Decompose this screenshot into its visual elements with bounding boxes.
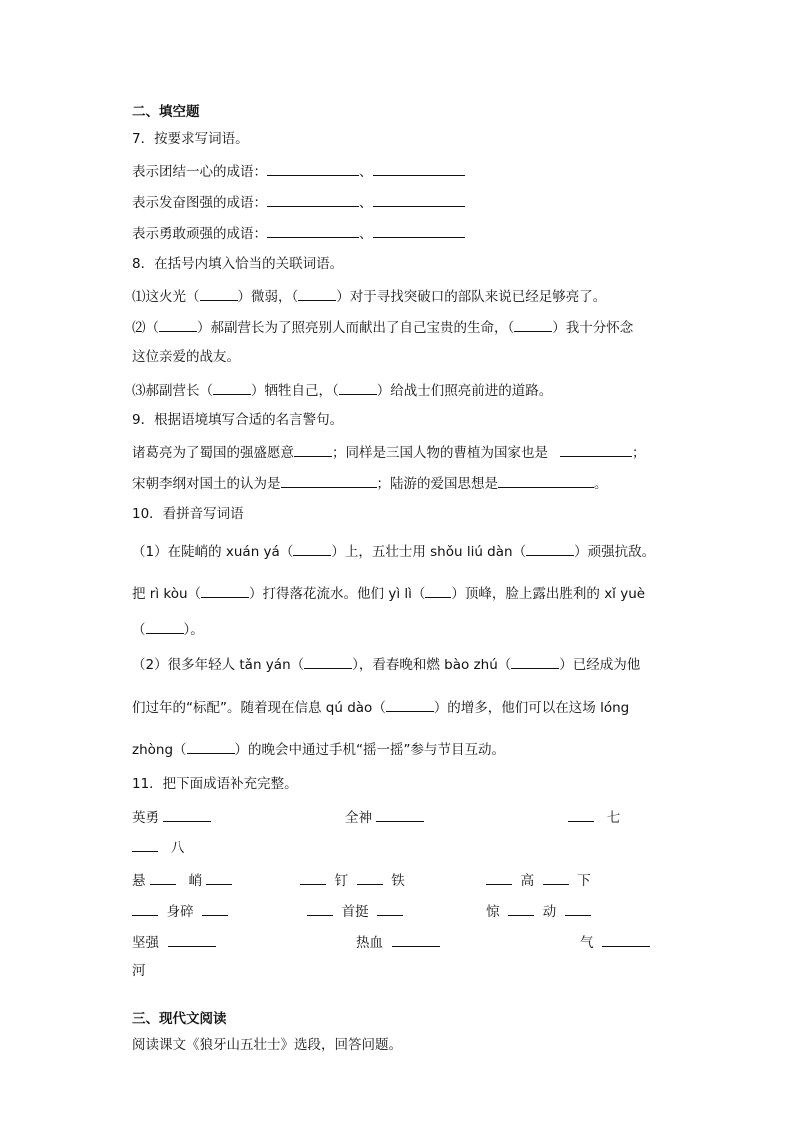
text: 首挺 [341,904,369,920]
question-8-sentence-2 [132,317,633,337]
text: 八 [170,840,185,856]
pinyin: zhòng [132,742,174,758]
answer-blank[interactable] [267,223,359,238]
text: （ [411,586,426,602]
q7-label-2: 表示发奋图强的成语： [132,195,267,211]
answer-blank[interactable] [357,870,383,885]
idiom-9 [486,901,591,921]
text: 高 [520,873,535,889]
answer-blank[interactable] [168,932,216,947]
text: 诸葛亮为了蜀国的强盛愿意 [132,445,294,461]
text: （ [132,622,146,638]
text: ；同样是三国人物的曹植为国家也是 [332,445,548,461]
text: 峭 [188,873,203,889]
pinyin: xǐ yuè [604,586,646,602]
answer-blank[interactable] [568,807,594,822]
text: ）顽强抗敌。 [574,544,656,560]
answer-blank[interactable] [376,807,424,822]
text: （ [173,742,187,758]
text: 英勇 [132,810,159,826]
text: 把 [132,586,150,602]
question-7-line-1 [132,161,465,181]
idiom-4 [132,870,232,890]
question-10-stem: 10．看拼音写词语 [132,506,244,522]
question-11-stem: 11．把下面成语补充完整。 [132,776,298,792]
text: ）我十分怀念 [552,320,634,336]
answer-blank[interactable] [386,697,434,712]
answer-blank[interactable] [373,192,465,207]
text: （ [497,657,512,673]
text: 惊 [486,904,500,920]
idiom-6 [486,870,591,890]
text: 悬 [132,873,146,889]
text: ； [632,445,646,461]
question-10-part-2-line-1 [132,654,640,674]
question-7-line-2 [132,192,465,212]
answer-blank[interactable] [132,837,158,852]
text: ⑴这火光（ [132,289,200,305]
answer-blank[interactable] [373,223,465,238]
question-10-part-1-line-3 [132,619,204,639]
answer-blank[interactable] [298,286,336,301]
answer-blank[interactable] [202,901,228,916]
question-9-stem: 9．根据语境填写合适的名言警句。 [132,412,344,428]
answer-blank[interactable] [159,317,197,332]
text: ；陆游的爱国思想是 [376,476,498,492]
separator: 、 [359,195,373,211]
text: 气 [580,935,594,951]
question-8-sentence-1 [132,286,606,306]
text: ）的增多，他们可以在这场 [433,700,601,716]
answer-blank[interactable] [267,192,359,207]
idiom-12-cont [132,962,146,980]
text: （2）很多年轻人 [132,657,240,673]
answer-blank[interactable] [508,901,534,916]
text: 坚强 [132,935,159,951]
answer-blank[interactable] [206,870,232,885]
text: ）给战士们照亮前进的道路。 [376,383,553,399]
question-7-stem: 7．按要求写词语。 [132,131,249,147]
text: （1）在陡峭的 [132,544,226,560]
answer-blank[interactable] [187,739,235,754]
answer-blank[interactable] [511,654,559,669]
answer-blank[interactable] [200,286,238,301]
answer-blank[interactable] [425,583,451,598]
section-title-reading: 三、现代文阅读 [132,1011,227,1027]
answer-blank[interactable] [602,932,650,947]
idiom-7 [132,901,228,921]
text: ）。 [183,622,204,638]
text: 动 [542,904,557,920]
text: 下 [577,873,591,889]
idiom-1 [132,807,211,827]
pinyin: xuán yá [225,544,280,560]
answer-blank[interactable] [132,901,158,916]
text: 河 [132,963,146,979]
answer-blank[interactable] [526,541,574,556]
separator: 、 [359,226,373,242]
text: 宋朝李纲对国土的认为是 [132,476,281,492]
text: （ [187,586,202,602]
text: ）对于寻找突破口的部队来说已经足够亮了。 [336,289,607,305]
question-9-line-2 [132,473,608,493]
text: ）打得落花流水。他们 [249,586,389,602]
pinyin: qú dào [325,700,373,716]
section-title-fill-in: 二、填空题 [132,104,200,120]
text: （ [372,700,386,716]
text: 全神 [345,810,372,826]
text: 身碎 [166,904,194,920]
answer-blank[interactable] [213,380,251,395]
question-10-part-2-line-3 [132,739,505,759]
answer-blank[interactable] [304,654,352,669]
answer-blank[interactable] [514,317,552,332]
text: ），看春晚和燃 [352,657,445,673]
answer-blank[interactable] [307,901,333,916]
idiom-3 [568,807,620,827]
idiom-3-cont [132,837,184,857]
text: ）郝副营长为了照亮别人而献出了自己宝贵的生命，（ [197,320,515,336]
pinyin: yì lì [388,586,412,602]
answer-blank[interactable] [377,901,403,916]
pinyin: shǒu liú dàn [430,544,513,560]
answer-blank[interactable] [339,380,377,395]
text: ）牺牲自己，（ [251,383,339,399]
answer-blank[interactable] [201,583,249,598]
text: 钉 [334,873,349,889]
pinyin: bào zhú [444,657,498,673]
answer-blank[interactable] [294,442,332,457]
answer-blank[interactable] [293,541,331,556]
text: ⑶郝副营长（ [132,383,213,399]
answer-blank[interactable] [150,870,176,885]
text: ）的晚会中通过手机“摇一摇”参与节目互动。 [234,742,506,758]
question-10-part-2-line-2 [132,697,629,717]
text: 七 [606,810,621,826]
text: 热血 [356,935,383,951]
idiom-10 [132,932,216,952]
answer-blank[interactable] [281,473,377,488]
text: ）已经成为他 [559,657,641,673]
question-7-line-3 [132,223,465,243]
text: ）上，五壮士用 [331,544,431,560]
text: 。 [594,476,608,492]
reading-intro: 阅读课文《狼牙山五壮士》选段，回答问题。 [132,1037,402,1053]
answer-blank[interactable] [498,473,594,488]
question-10-part-1-line-2 [132,583,645,603]
text: ）微弱，（ [237,289,299,305]
text: ⑵（ [132,320,159,336]
pinyin: rì kòu [149,586,188,602]
text: 们过年的“标配”。随着现在信息 [132,700,326,716]
idiom-2 [345,807,424,827]
answer-blank[interactable] [543,870,569,885]
question-10-part-1-line-1 [132,541,655,561]
pinyin: lóng [600,700,630,716]
question-8-sentence-2-cont: 这位亲爱的战友。 [132,349,240,365]
question-9-line-1 [132,442,646,462]
idiom-11 [356,932,440,952]
answer-blank[interactable] [146,619,184,634]
idiom-5 [300,870,405,890]
question-8-stem: 8．在括号内填入恰当的关联词语。 [132,256,344,272]
answer-blank[interactable] [560,442,632,457]
text: 铁 [391,873,405,889]
answer-blank[interactable] [163,807,211,822]
answer-blank[interactable] [373,161,465,176]
answer-blank[interactable] [392,932,440,947]
text: （ [512,544,527,560]
text: （ [290,657,305,673]
separator: 、 [359,164,373,180]
question-8-sentence-3 [132,380,552,400]
text: （ [279,544,294,560]
answer-blank[interactable] [565,901,591,916]
text: ）顶峰，脸上露出胜利的 [451,586,605,602]
answer-blank[interactable] [486,870,512,885]
idiom-12 [580,932,650,952]
idiom-8 [307,901,403,921]
answer-blank[interactable] [267,161,359,176]
q7-label-1: 表示团结一心的成语： [132,164,267,180]
q7-label-3: 表示勇敢顽强的成语： [132,226,267,242]
answer-blank[interactable] [300,870,326,885]
pinyin: tǎn yán [239,657,291,673]
